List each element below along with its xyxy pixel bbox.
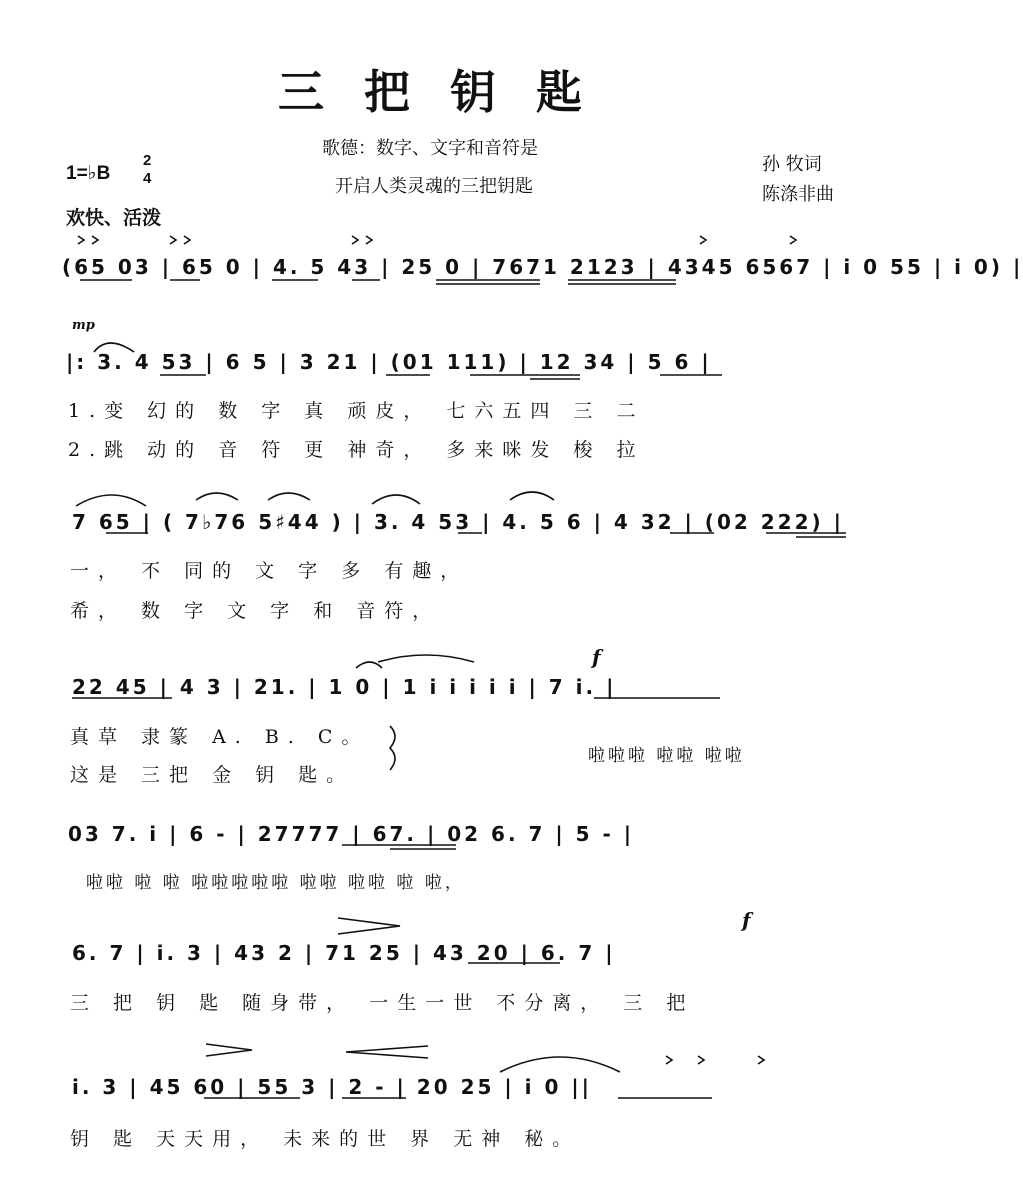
system-6-lyrics: 三 把 钥 匙 随身带， 一生一世 不分离， 三 把 bbox=[70, 992, 695, 1014]
system-4-lyrics-right: 啦啦啦 啦啦 啦啦 bbox=[588, 746, 745, 766]
tempo-marking: 欢快、活泼 bbox=[66, 207, 162, 229]
time-signature-bottom: 4 bbox=[143, 170, 152, 187]
system-4-notes: 22 45 | 4 3 | 21. | 1 0 | 1 i i i i i | 7 i. | bbox=[72, 675, 617, 699]
song-title: 三把钥匙 bbox=[278, 65, 622, 119]
composer: 陈涤非曲 bbox=[762, 184, 834, 205]
system-2-lyrics-verse-1: 1.变 幻的 数 字 真 顽皮， 七六五四 三 二 bbox=[68, 400, 645, 422]
subtitle-line-1: 歌德：数字、文字和音符是 bbox=[322, 138, 538, 159]
key-signature: 1=♭B bbox=[66, 163, 111, 184]
dynamic-f-2: f bbox=[742, 908, 751, 932]
subtitle-line-2: 开启人类灵魂的三把钥匙 bbox=[335, 176, 533, 197]
system-5-notes: 03 7. i | 6 - | 27777 | 67. | 02 6. 7 | 5 - | bbox=[68, 822, 635, 846]
system-3-lyrics-verse-2: 希， 数 字 文 字 和 音符， bbox=[70, 600, 441, 622]
system-4-lyrics-verse-1: 真草 隶篆 A. B. C。 bbox=[70, 726, 370, 748]
system-2-lyrics-verse-2: 2.跳 动的 音 符 更 神奇， 多来咪发 梭 拉 bbox=[68, 439, 645, 461]
system-4-lyrics-verse-2: 这是 三把 金 钥 匙。 bbox=[70, 764, 355, 786]
system-6-notes: 6. 7 | i. 3 | 43 2 | 71 25 | 43 20 | 6. 7 | bbox=[72, 941, 616, 965]
system-1-notes: (65 03 | 65 0 | 4. 5 43 | 25 0 | 7671 2123 | 4345 6567 | i 0 55 | i 0) | bbox=[62, 255, 1023, 279]
lyricist: 孙 牧词 bbox=[762, 154, 822, 175]
system-7-lyrics: 钥 匙 天天用， 未来的世 界 无神 秘。 bbox=[70, 1128, 581, 1150]
dynamic-mp: mp bbox=[72, 318, 95, 333]
system-5-lyrics: 啦啦 啦 啦 啦啦啦啦啦 啦啦 啦啦 啦 啦， bbox=[86, 873, 465, 893]
system-3-notes: 7 65 | ( 7♭76 5♯44 ) | 3. 4 53 | 4. 5 6 | 4 32 | (02 222) | bbox=[72, 510, 844, 534]
system-2-notes: |: 3. 4 53 | 6 5 | 3 21 | (01 111) | 12 34 | 5 6 | bbox=[66, 350, 712, 374]
system-3-lyrics-verse-1: 一， 不 同的 文 字 多 有趣， bbox=[70, 560, 469, 582]
system-7-notes: i. 3 | 45 60 | 55 3 | 2 - | 20 25 | i 0 || bbox=[72, 1075, 592, 1099]
time-signature-top: 2 bbox=[143, 152, 152, 169]
dynamic-f-1: f bbox=[592, 645, 601, 669]
